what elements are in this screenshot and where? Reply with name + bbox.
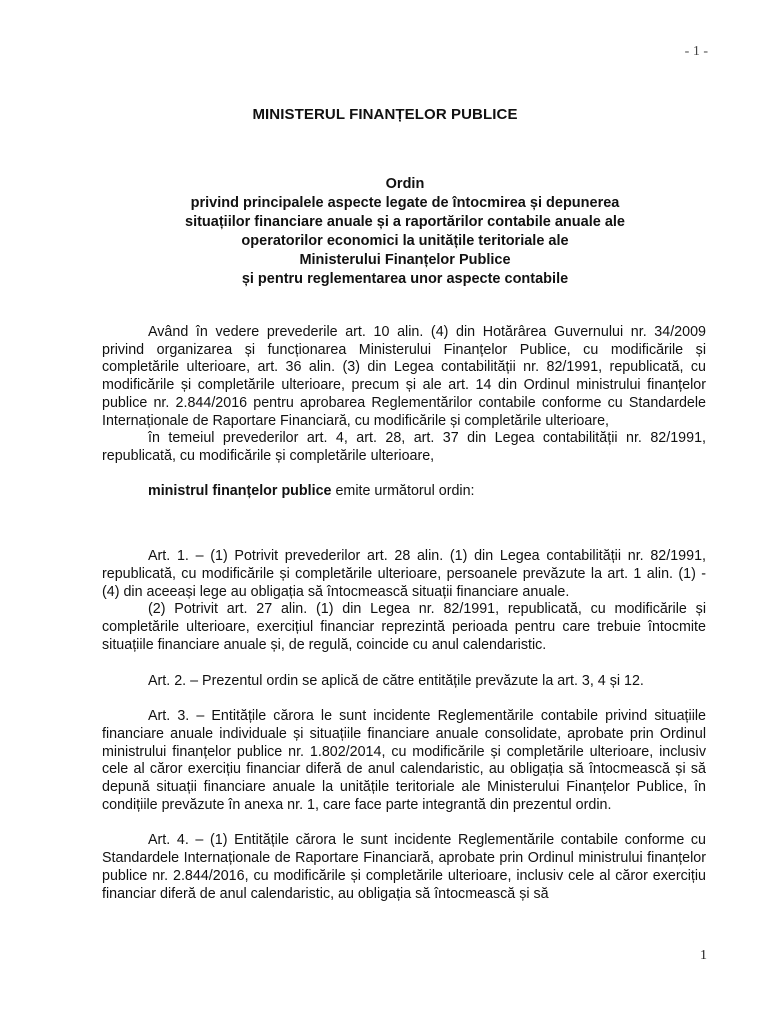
- enacting-formula: [102, 483, 706, 501]
- title-line: privind principalele aspecte legate de întocmirea și depunerea: [190, 195, 620, 211]
- order-title: [103, 175, 707, 289]
- article-4: Art. 4. – (1) Entitățile cărora le sunt incidente Reglementările contabile conforme cu Standardele Internaționale de Raportare Financiară, aprobate prin Ordinul ministrului finanțelor publice nr. 2.844/2016, cu modificările și completările ulterioare, inclusiv cele al căror exercițiu financiar diferă de anul calendaristic, au obligația să întocmească și să: [102, 832, 706, 902]
- preamble-paragraph: în temeiul prevederilor art. 4, art. 28, art. 37 din Legea contabilității nr. 82/1991, republicată, cu modificările și completările ulterioare,: [102, 430, 706, 464]
- document-body: [102, 324, 706, 903]
- title-line: situațiilor financiare anuale și a raportărilor contabile anuale ale: [185, 214, 625, 230]
- preamble-paragraph: Având în vedere prevederile art. 10 alin. (4) din Hotărârea Guvernului nr. 34/2009 privind organizarea și funcționarea Ministerului Finanțelor Publice, cu modificările și completările ulterioare, art. 36 alin. (3) din Legea contabilității nr. 82/1991, republicată, cu modificările și completările ulterioare, precum și ale art. 14 din Ordinul ministrului finanțelor publice nr. 2.844/2016 pentru aprobarea Reglementărilor contabile conforme cu Standardele Internaționale de Raportare Financiară, cu modificările și completările ulterioare,: [102, 324, 706, 429]
- page-number: 1: [700, 948, 707, 963]
- page-header-marker: - 1 -: [684, 44, 708, 59]
- article-2: Art. 2. – Prezentul ordin se aplică de către entitățile prevăzute la art. 3, 4 și 12.: [148, 672, 644, 689]
- ministry-heading: MINISTERUL FINANȚELOR PUBLICE: [252, 106, 518, 123]
- title-line: Ministerului Finanțelor Publice: [299, 252, 511, 268]
- title-line: și pentru reglementarea unor aspecte contabile: [241, 271, 569, 287]
- title-line: operatorilor economici la unitățile teritoriale ale: [241, 233, 569, 249]
- title-line: Ordin: [385, 176, 425, 192]
- enacting-text: emite următorul ordin:: [331, 482, 475, 499]
- article-1-paragraph-2: (2) Potrivit art. 27 alin. (1) din Legea nr. 82/1991, republicată, cu modificările și completările ulterioare, exercițiul financiar reprezintă perioada pentru care trebuie întocmite situațiile financiare anuale și, de regulă, coincide cu anul calendaristic.: [102, 601, 706, 653]
- article-1-paragraph-1: Art. 1. – (1) Potrivit prevederilor art. 28 alin. (1) din Legea contabilității nr. 82/1991, republicată, cu modificările și completările ulterioare, persoanele prevăzute la art. 1 alin. (1) - (4) din aceeași lege au obligația să întocmească situații financiare anuale.: [102, 548, 706, 600]
- article-3: Art. 3. – Entitățile cărora le sunt incidente Reglementările contabile privind situațiile financiare anuale individuale și situațiile financiare anuale consolidate, aprobate prin Ordinul ministrului finanțelor publice nr. 1.802/2014, cu modificările și completările ulterioare, inclusiv cele al căror exercițiu financiar diferă de anul calendaristic, au obligația să întocmească și să depună situații financiare anuale la unitățile teritoriale ale Ministerului Finanțelor Publice, în condițiile prevăzute în anexa nr. 1, care face parte integrantă din prezentul ordin.: [102, 708, 706, 813]
- minister-title: ministrul finanțelor publice: [148, 482, 332, 499]
